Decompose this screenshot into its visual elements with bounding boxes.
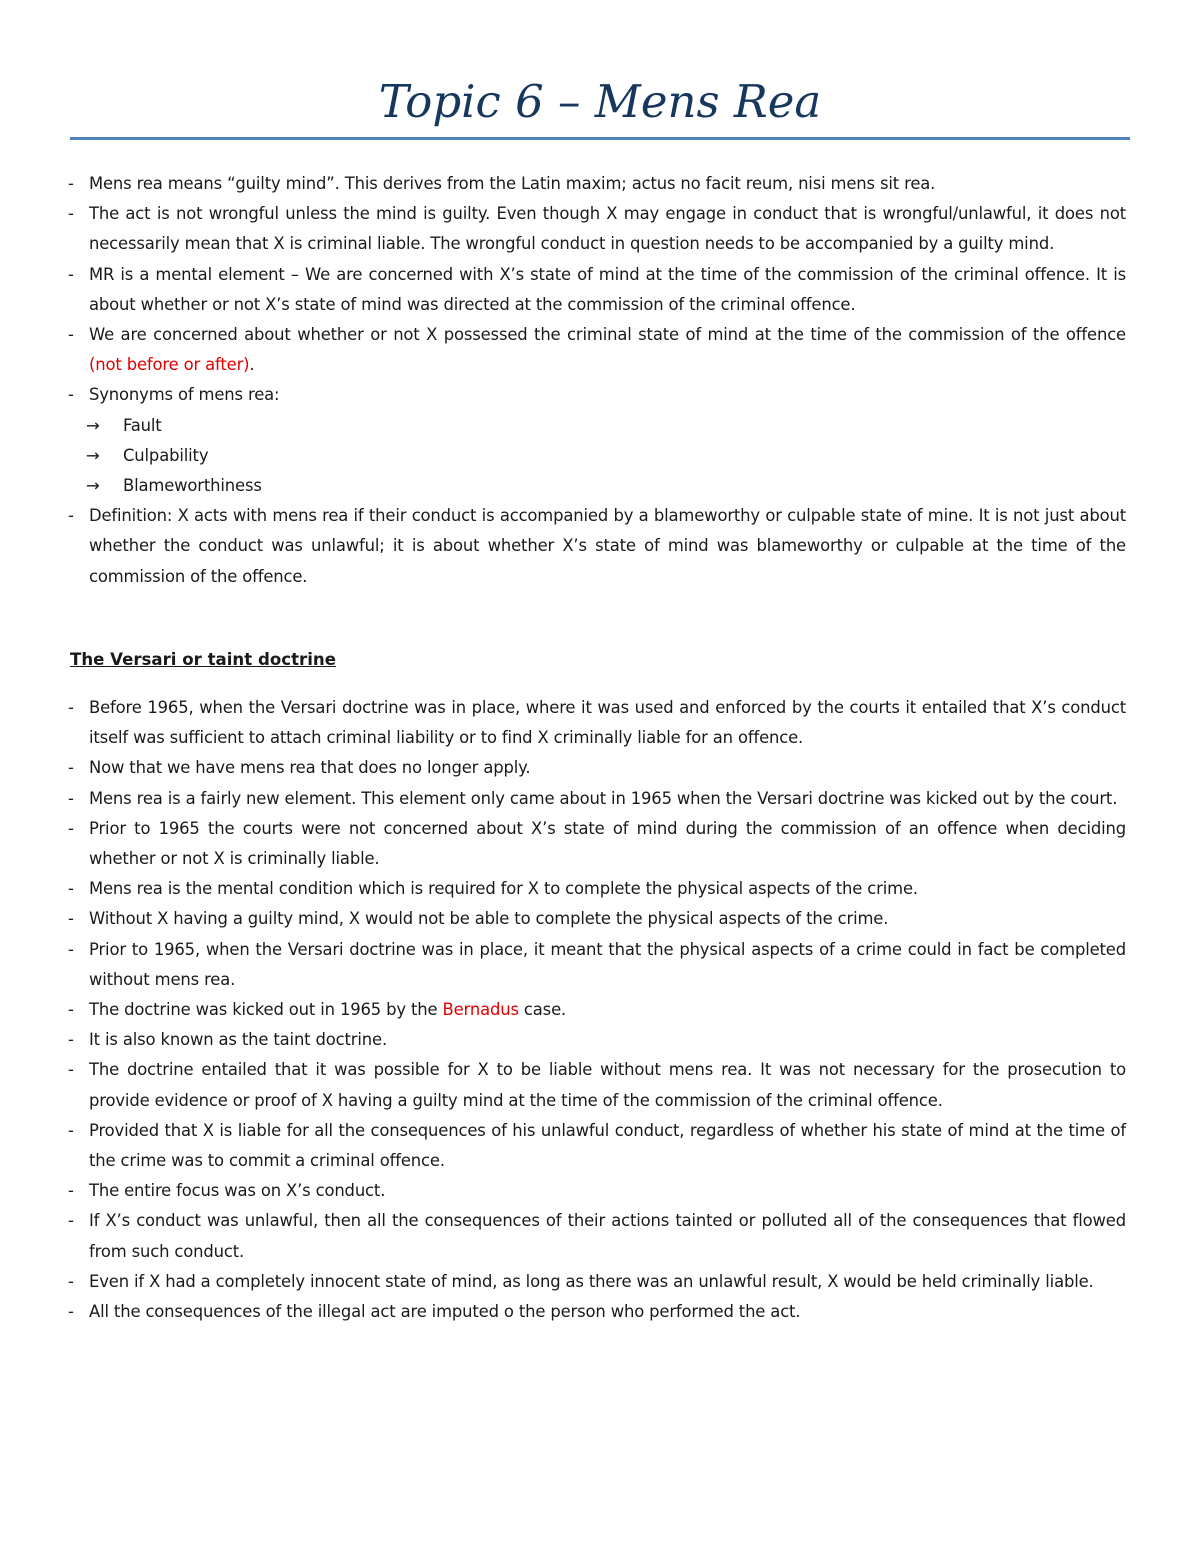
bullet-dash: - — [68, 1302, 74, 1322]
list-item: - Definition: X acts with mens rea if their conduct is accompanied by a blameworthy or culpable state of mine. It is not just about whether the conduct was unlawful; it is about whether X’s state of mind was blameworthy or culpable at the time of the commission of the offence. — [68, 501, 1126, 592]
right-arrow-icon: → — [86, 476, 100, 496]
title-divider — [70, 137, 1130, 140]
list-item: - Before 1965, when the Versari doctrine was in place, where it was used and enforced by the courts it entailed that X’s conduct itself was sufficient to attach criminal liability or to find X criminally liable for an offence. — [68, 693, 1126, 753]
right-arrow-icon: → — [86, 445, 100, 465]
bullet-dash: - — [68, 1000, 74, 1020]
bullet-dash: - — [68, 909, 74, 929]
list-item: - We are concerned about whether or not X possessed the criminal state of mind at the time of the commission of the offence (not before or after). — [68, 320, 1126, 380]
bullet-dash: - — [68, 1181, 74, 1201]
versari-bullet-list — [68, 693, 1126, 1327]
list-item: - All the consequences of the illegal act are imputed o the person who performed the act. — [68, 1297, 1126, 1327]
list-item: - Prior to 1965, when the Versari doctrine was in place, it meant that the physical aspects of a crime could in fact be completed without mens rea. — [68, 935, 1126, 995]
bullet-dash: - — [68, 1030, 74, 1050]
list-item: - Mens rea is a fairly new element. This element only came about in 1965 when the Versari doctrine was kicked out by the court. — [68, 784, 1126, 814]
list-item: - The doctrine was kicked out in 1965 by the Bernadus case. — [68, 995, 1126, 1025]
bullet-dash: - — [68, 264, 74, 284]
list-item: - Mens rea is the mental condition which is required for X to complete the physical aspects of the crime. — [68, 874, 1126, 904]
list-item: - Synonyms of mens rea: — [68, 380, 1126, 410]
list-item: - Prior to 1965 the courts were not concerned about X’s state of mind during the commission of an offence when deciding whether or not X is criminally liable. — [68, 814, 1126, 874]
list-item: - If X’s conduct was unlawful, then all the consequences of their actions tainted or polluted all of the consequences that flowed from such conduct. — [68, 1206, 1126, 1266]
bullet-dash: - — [68, 698, 74, 717]
section-heading: The Versari or taint doctrine — [70, 650, 336, 669]
list-item: - Mens rea means “guilty mind”. This derives from the Latin maxim; actus no facit reum, nisi mens sit rea. — [68, 169, 1126, 199]
bullet-dash: - — [68, 325, 74, 345]
right-arrow-icon: → — [86, 415, 100, 435]
bullet-dash: - — [68, 1271, 74, 1291]
bullet-dash: - — [68, 879, 74, 899]
bullet-dash: - — [68, 506, 74, 526]
bullet-dash: - — [68, 939, 74, 959]
synonym-item: → Fault — [68, 411, 1126, 441]
bullet-dash: - — [68, 385, 74, 405]
case-name: Bernadus — [442, 1000, 519, 1020]
synonym-item: → Blameworthiness — [68, 471, 1126, 501]
list-item: - Provided that X is liable for all the consequences of his unlawful conduct, regardless of whether his state of mind at the time of the crime was to commit a criminal offence. — [68, 1116, 1126, 1176]
list-item: - The entire focus was on X’s conduct. — [68, 1176, 1126, 1206]
page-title: Topic 6 – Mens Rea — [378, 75, 822, 128]
list-item: - Without X having a guilty mind, X would not be able to complete the physical aspects of the crime. — [68, 904, 1126, 934]
list-item: - MR is a mental element – We are concerned with X’s state of mind at the time of the commission of the criminal offence. It is about whether or not X’s state of mind was directed at the commission of the criminal offence. — [68, 260, 1126, 320]
list-item: - Now that we have mens rea that does no longer apply. — [68, 753, 1126, 783]
synonym-item: → Culpability — [68, 441, 1126, 471]
list-item: - The doctrine entailed that it was possible for X to be liable without mens rea. It was not necessary for the prosecution to provide evidence or proof of X having a guilty mind at the time of the commission of the criminal offence. — [68, 1055, 1126, 1115]
highlighted-text: (not before or after) — [89, 355, 250, 375]
bullet-dash: - — [68, 204, 74, 224]
list-item: - Even if X had a completely innocent state of mind, as long as there was an unlawful result, X would be held criminally liable. — [68, 1267, 1126, 1297]
bullet-dash: - — [68, 788, 74, 808]
bullet-dash: - — [68, 818, 74, 838]
bullet-dash: - — [68, 758, 74, 778]
list-item: - The act is not wrongful unless the mind is guilty. Even though X may engage in conduct that is wrongful/unlawful, it does not necessarily mean that X is criminal liable. The wrongful conduct in question needs to be accompanied by a guilty mind. — [68, 199, 1126, 259]
bullet-dash: - — [68, 174, 74, 193]
bullet-dash: - — [68, 1211, 74, 1231]
list-item: - It is also known as the taint doctrine. — [68, 1025, 1126, 1055]
bullet-dash: - — [68, 1060, 74, 1080]
bullet-dash: - — [68, 1120, 74, 1140]
intro-bullet-list — [68, 169, 1126, 592]
